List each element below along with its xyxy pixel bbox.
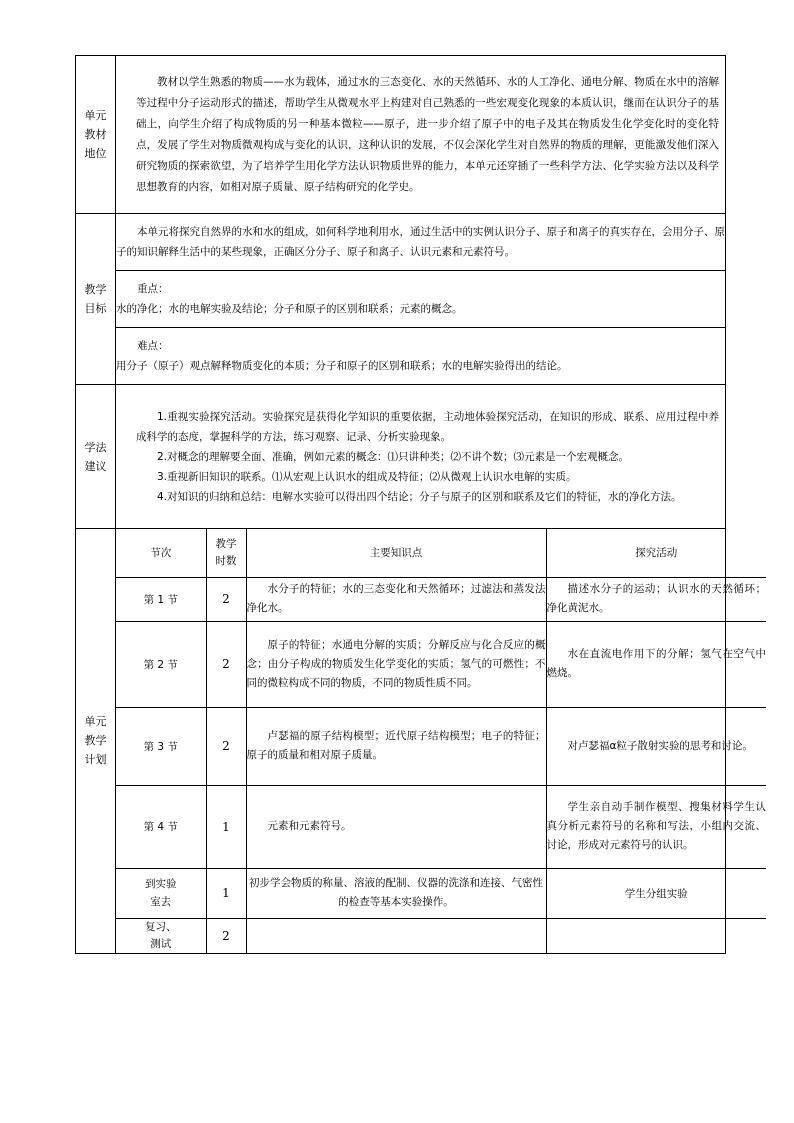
row-activity: 学生分组实验 <box>546 868 766 918</box>
row-activity <box>546 918 766 953</box>
row-activity: 对卢瑟福α粒子散射实验的思考和讨论。 <box>546 707 766 785</box>
row-section: 第 4 节 <box>116 785 206 868</box>
position-content <box>116 56 726 214</box>
section-goals <box>76 214 726 385</box>
goals-content <box>116 214 726 385</box>
goals-subtable <box>116 214 725 384</box>
table-row <box>116 707 766 785</box>
header-activity: 探究活动 <box>546 529 766 577</box>
row-knowledge: 原子的特征；水通电分解的实质；分解反应与化合反应的概念；由分子构成的物质发生化学变化的实质；氢气的可燃性；不同的微粒构成不同的物质，不同的物质性质不同。 <box>246 621 546 707</box>
difficult-points-title: 难点： <box>137 339 169 352</box>
row-section: 复习、 测试 <box>116 918 206 953</box>
table-row <box>116 868 766 918</box>
advice-item: 4.对知识的归纳和总结：电解水实验可以得出四个结论；分子与原子的区别和联系及它们的特征，水的净化方法。 <box>157 490 682 503</box>
row-knowledge <box>246 918 546 953</box>
position-paragraph: 教材以学生熟悉的物质——水为载体，通过水的三态变化、水的天然循环、水的人工净化、通电分解、物质在水中的溶解等过程中分子运动形式的描述，帮助学生从微观水平上构建对自己熟悉的一些宏观变化现象的本质认识，继而在认识分子的基础上，向学生介绍了构成物质的另一种基本微粒——原子，进一步介绍了原子中的电子及其在物质发生化学变化时的变化特点，发展了学生对物质微观构成与变化的认识，这种认识的发展，不仅会深化学生对自然界的物质的理解，更能激发他们深入研究物质的探索欲望，为了培养学生用化学方法认识物质世界的能力，本单元还穿插了一些科学方法、化学实验方法以及科学思想教育的内容，如相对原子质量、原子结构研究的化学史。 <box>136 75 719 193</box>
plan-content <box>116 529 766 954</box>
table-row <box>116 785 766 868</box>
row-knowledge: 初步学会物质的称量、溶液的配制、仪器的洗涤和连接、气密性的检查等基本实验操作。 <box>246 868 546 918</box>
plan-subtable <box>116 529 766 953</box>
section-label-goals: 教学 目标 <box>76 214 116 385</box>
row-hours: 2 <box>206 577 246 621</box>
section-plan <box>76 529 726 954</box>
section-label-position: 单元 教材 地位 <box>76 56 116 214</box>
row-hours: 1 <box>206 868 246 918</box>
row-hours: 1 <box>206 785 246 868</box>
table-row <box>116 577 766 621</box>
table-row <box>116 621 766 707</box>
section-label-advice: 学法 建议 <box>76 385 116 529</box>
row-knowledge: 元素和元素符号。 <box>246 785 546 868</box>
row-knowledge: 卢瑟福的原子结构模型；近代原子结构模型；电子的特征；原子的质量和相对原子质量。 <box>246 707 546 785</box>
goals-key-points <box>116 270 725 327</box>
advice-content <box>116 385 726 529</box>
row-section: 到实验 室去 <box>116 868 206 918</box>
section-advice <box>76 385 726 529</box>
goals-intro: 本单元将探究自然界的水和水的组成，如何科学地利用水，通过生活中的实例认识分子、原子和离子的真实存在，会用分子、原子的知识解释生活中的某些现象，正确区分分子、原子和离子、认识元素和元素符号。 <box>116 214 725 270</box>
row-hours: 2 <box>206 621 246 707</box>
row-knowledge: 水分子的特征；水的三态变化和天然循环；过滤法和蒸发法净化水。 <box>246 577 546 621</box>
header-hours: 教学 时数 <box>206 529 246 577</box>
row-hours: 2 <box>206 918 246 953</box>
goals-difficult-points <box>116 327 725 384</box>
section-position <box>76 56 726 214</box>
row-section: 第 3 节 <box>116 707 206 785</box>
section-label-plan: 单元 教学 计划 <box>76 529 116 954</box>
key-points-text: 水的净化；水的电解实验及结论；分子和原子的区别和联系；元素的概念。 <box>116 302 463 315</box>
advice-item: 3.重视新旧知识的联系。⑴从宏观上认识水的组成及特征；⑵从微观上认识水电解的实质。 <box>157 470 577 483</box>
row-section: 第 2 节 <box>116 621 206 707</box>
difficult-points-text: 用分子（原子）观点解释物质变化的本质；分子和原子的区别和联系；水的电解实验得出的结论。 <box>116 359 568 372</box>
unit-plan-table <box>75 55 766 954</box>
key-points-title: 重点： <box>137 282 169 295</box>
row-section: 第 1 节 <box>116 577 206 621</box>
row-activity: 学生亲自动手制作模型、搜集材料学生认真分析元素符号的名称和写法，小组内交流、讨论，形成对元素符号的认识。 <box>546 785 766 868</box>
table-row <box>116 918 766 953</box>
advice-item: 2.对概念的理解要全面、准确，例如元素的概念：⑴只讲种类；⑵不讲个数；⑶元素是一个宏观概念。 <box>157 450 630 463</box>
plan-header-row <box>116 529 766 577</box>
row-hours: 2 <box>206 707 246 785</box>
header-knowledge: 主要知识点 <box>246 529 546 577</box>
row-activity: 水在直流电作用下的分解；氢气在空气中燃烧。 <box>546 621 766 707</box>
advice-item: 1.重视实验探究活动。实验探究是获得化学知识的重要依据，主动地体验探究活动，在知识的形成、联系、应用过程中养成科学的态度，掌握科学的方法，练习观察、记录、分析实验现象。 <box>136 410 719 443</box>
header-section: 节次 <box>116 529 206 577</box>
row-activity: 描述水分子的运动；认识水的天然循环；净化黄泥水。 <box>546 577 766 621</box>
